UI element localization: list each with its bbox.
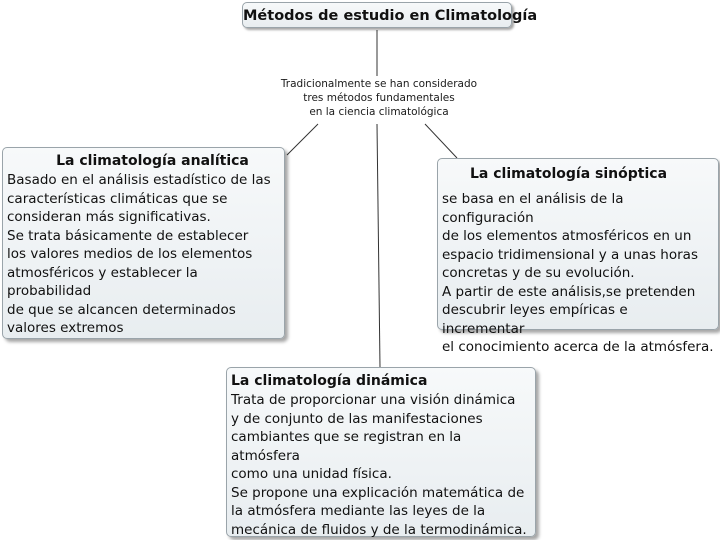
node-body: Basado en el análisis estadístico de las características climáticas que se consideran más significativas. Se trata básicamente de establecer los valores medios de los elementos atmosféricos y establecer la probabilidad de que se alcancen determinados valores extremos xyxy=(7,172,271,336)
connector-note-to-analitica xyxy=(287,124,318,155)
node-climatologia-dinamica[interactable] xyxy=(226,367,536,537)
node-title: La climatología sinóptica xyxy=(470,166,668,182)
central-topic-label: Métodos de estudio en Climatología xyxy=(243,8,538,24)
node-title: La climatología analítica xyxy=(56,153,249,169)
node-title: La climatología dinámica xyxy=(231,373,428,389)
connector-note-to-sinoptica xyxy=(425,124,457,158)
node-body: Trata de proporcionar una visión dinámica y de conjunto de las manifestaciones cambiantes que se registran en la atmósfera como una unidad física. Se propone una explicación matemática de la atmósfera mediante las leyes de la mecánica de fluidos y de la termodinámica. xyxy=(231,392,527,538)
node-climatologia-sinoptica[interactable] xyxy=(437,158,719,355)
node-body: se basa en el análisis de la configuración de los elementos atmosféricos en un espacio tridimensional y a unas horas concretas y de su evolución. A partir de este análisis,se pretenden descubrir leyes empíricas e incrementar el conocimiento acerca de la atmósfera. xyxy=(442,191,714,355)
central-topic[interactable] xyxy=(242,2,538,28)
connector-note-to-dinamica xyxy=(377,124,380,367)
connector-note: Tradicionalmente se han considerado tres métodos fundamentales en la ciencia climatológica xyxy=(280,78,478,118)
node-climatologia-analitica[interactable] xyxy=(2,147,285,339)
